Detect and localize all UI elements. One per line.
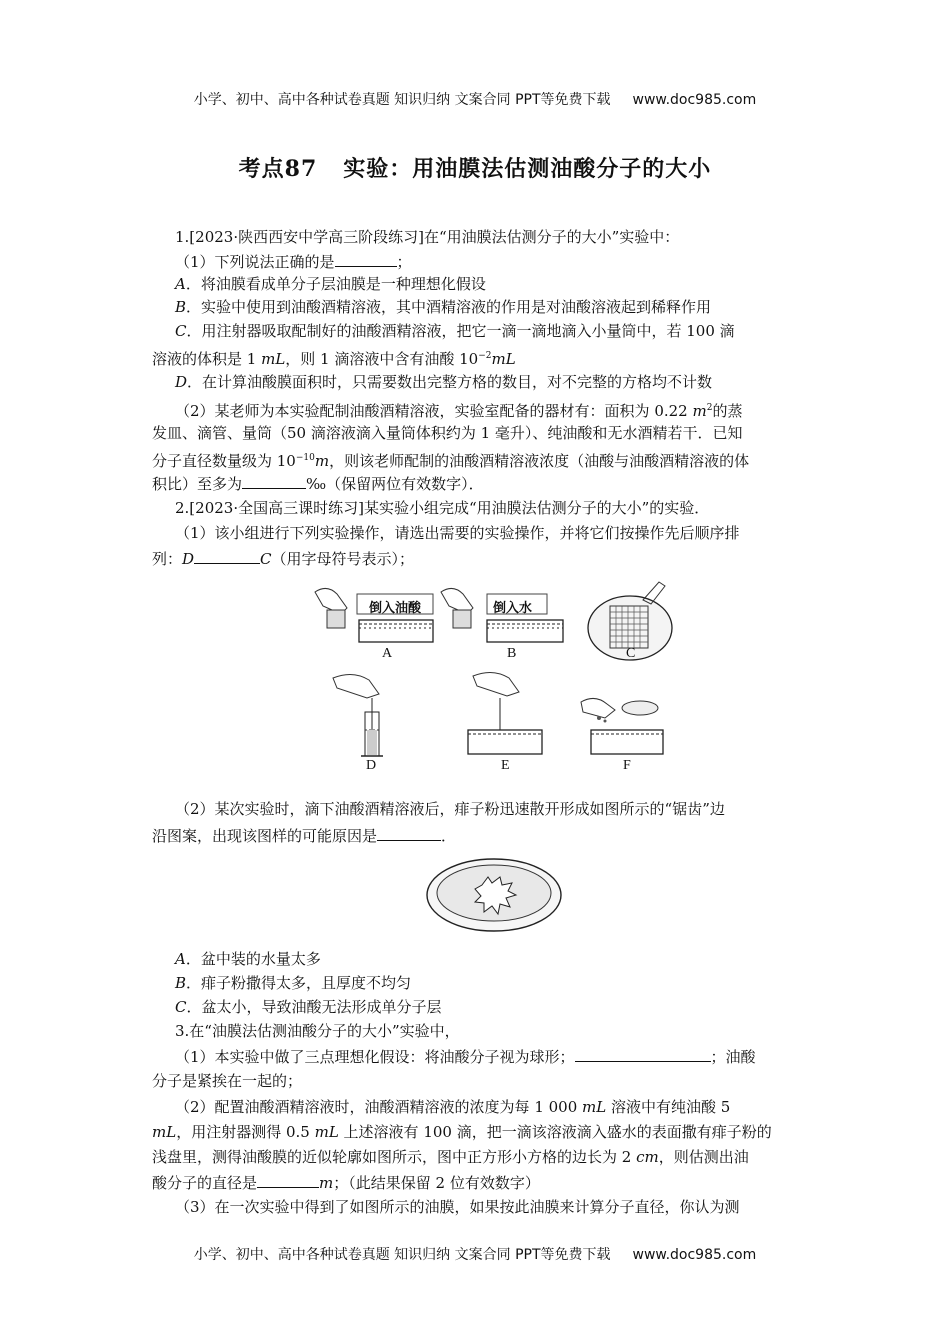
q1-option-c: C．用注射器吸取配制好的油酸酒精溶液，把它一滴一滴地滴入小量筒中，若 100 滴 [175,322,735,340]
page-title [0,152,950,183]
q2-option-b: B．痱子粉撒得太多，且厚度不均匀 [175,974,412,992]
fig-label-b: B [507,646,517,661]
q1-part2-line2: 发皿、滴管、量筒（50 滴溶液滴入量筒体积约为 1 毫升）、纯油酸和无水酒精若干．已知 [152,424,743,442]
q2-option-a: A．盆中装的水量太多 [175,950,321,968]
label-pour-oil: 倒入油酸 [369,601,422,616]
step-d-illustration [333,674,383,756]
page-header [0,89,950,109]
page-footer [0,1244,950,1264]
q1-option-a: A．将油膜看成单分子层油膜是一种理想化假设 [175,275,486,293]
answer-blank[interactable] [257,1171,319,1188]
answer-blank[interactable] [194,547,260,564]
q3-part1-line2: 分子是紧挨在一起的； [152,1072,303,1090]
step-f-illustration [581,698,663,754]
title-text: 实验：用油膜法估测油酸分子的大小 [343,156,712,182]
fig-label-e: E [501,758,510,773]
footer-text: 小学、初中、高中各种试卷真题 知识归纳 文案合同 PPT等免费下载 [193,1247,611,1263]
experiment-steps-figure [305,580,675,780]
q3-part3: （3）在一次实验中得到了如图所示的油膜，如果按此油膜来计算分子直径，你认为测 [175,1198,740,1216]
q1-part1: （1）下列说法正确的是 ； [175,250,825,273]
header-site[interactable]: www.doc985.com [632,92,757,108]
fig-label-d: D [366,758,377,773]
q1-intro: 1.[2023·陕西西安中学高三阶段练习]在“用油膜法估测分子的大小”实验中： [175,228,680,246]
fig-label-f: F [623,758,631,773]
q3-part1: （1）本实验中做了三点理想化假设：将油酸分子视为球形； ；油酸 [175,1045,825,1068]
q1-option-d: D．在计算油酸膜面积时，只需要数出完整方格的数目，对不完整的方格均不计数 [175,373,713,391]
q2-intro: 2.[2023·全国高三课时练习]某实验小组完成“用油膜法估测分子的大小”的实验． [175,499,710,517]
q2-part2: （2）某次实验时，滴下油酸酒精溶液后，痱子粉迅速散开形成如图所示的“锯齿”边 [175,800,725,818]
q2-part1: （1）该小组进行下列实验操作，请选出需要的实验操作，并将它们按操作先后顺序排 [175,524,740,542]
q3-part2: （2）配置油酸酒精溶液时，油酸酒精溶液的浓度为每 1 000 mL 溶液中有纯油酸 5 [175,1098,731,1116]
q2-part1-line2: 列：D C（用字母符号表示）； [152,547,802,570]
answer-blank[interactable] [242,472,306,489]
answer-blank[interactable] [575,1045,711,1062]
title-number: 考点87 [238,156,318,182]
q2-option-c: C．盆太小，导致油酸无法形成单分子层 [175,998,442,1016]
q1-part2: （2）某老师为本实验配制油酸酒精溶液，实验室配备的器材有：面积为 0.22 $m^2$的蒸 [175,402,743,420]
q1-part2-line4: 积比）至多为 ‰（保留两位有效数字）． [152,472,802,495]
q3-part2-line4: 酸分子的直径是 m；（此结果保留 2 位有效数字） [152,1171,802,1194]
q1-part2-line3: 分子直径数量级为 $10^{-10}m$，则该老师配制的油酸酒精溶液浓度（油酸与油酸酒精溶液的体 [152,452,750,470]
q1-option-b: B．实验中使用到油酸酒精溶液，其中酒精溶液的作用是对油酸溶液起到稀释作用 [175,298,712,316]
q2-part2-line2: 沿图案，出现该图样的可能原因是 ． [152,824,802,847]
q3-part2-line2: mL，用注射器测得 0.5 mL 上述溶液有 100 滴，把一滴该溶液滴入盛水的表面撒有痱子粉的 [152,1123,772,1141]
q3-intro: 3.在“油膜法估测油酸分子的大小”实验中， [175,1022,460,1040]
header-text: 小学、初中、高中各种试卷真题 知识归纳 文案合同 PPT等免费下载 [193,92,611,108]
footer-site[interactable]: www.doc985.com [632,1247,757,1263]
q1-option-c-line2: 溶液的体积是 1 mL，则 1 滴溶液中含有油酸 $10^{-2}mL$ [152,350,516,368]
step-e-illustration [468,672,542,754]
answer-blank[interactable] [377,824,441,841]
fig-label-a: A [382,646,393,661]
answer-blank[interactable] [335,250,397,267]
sawtooth-film-figure [424,855,564,935]
fig-label-c: C [626,646,636,661]
label-pour-water: 倒入水 [493,601,533,616]
q3-part2-line3: 浅盘里，测得油酸膜的近似轮廓如图所示，图中正方形小方格的边长为 2 cm，则估测出油 [152,1148,749,1166]
